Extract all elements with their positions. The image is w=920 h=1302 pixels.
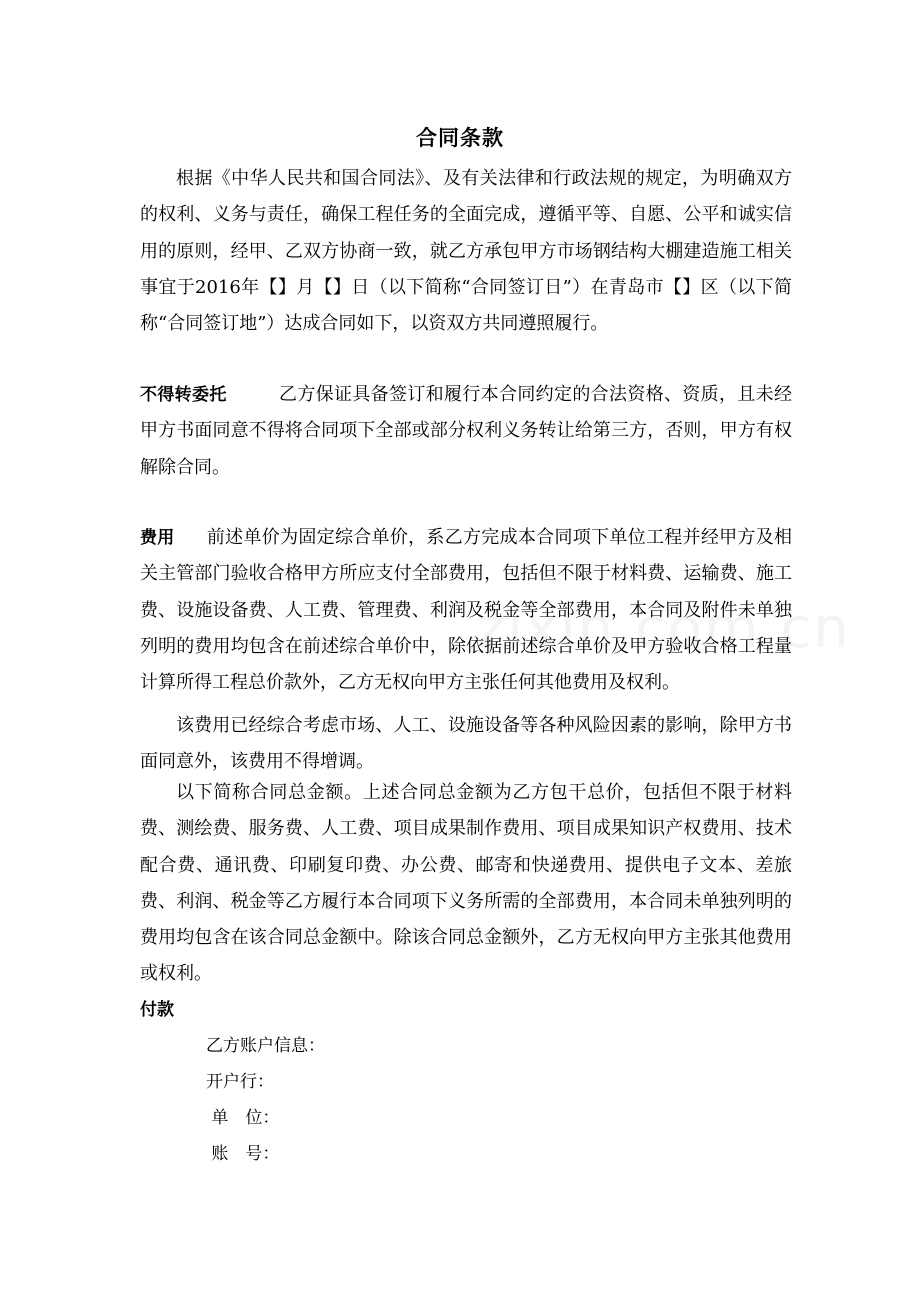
- fees-section: [140, 520, 792, 701]
- intro-paragraph: 根据《中华人民共和国合同法》、及有关法律和行政法规的规定，为明确双方的权利、义务与责任，确保工程任务的全面完成，遵循平等、自愿、公平和诚实信用的原则，经甲、乙双方协商一致，就乙方承包甲方市场钢结构大棚建造施工相关事宜于2016年【】月【】日（以下简称“合同签订日”）在青岛市【】区（以下简称“合同签订地”）达成合同如下，以资双方共同遵照履行。: [140, 168, 792, 335]
- payment-section: [140, 992, 792, 1028]
- fees-paragraph-3: 以下简称合同总金额。上述合同总金额为乙方包干总价，包括但不限于材料费、测绘费、服务费、人工费、项目成果制作费用、项目成果知识产权费用、技术配合费、通讯费、印刷复印费、办公费、邮寄和快递费用、提供电子文本、差旅费、利润、税金等乙方履行本合同项下义务所需的全部费用，本合同未单独列明的费用均包含在该合同总金额中。除该合同总金额外，乙方无权向甲方主张其他费用或权利。: [140, 782, 792, 985]
- account-number-label: 账 号：: [206, 1144, 280, 1164]
- fees-paragraph-2: 该费用已经综合考虑市场、人工、设施设备等各种风险因素的影响，除甲方书面同意外，该费用不得增调。: [140, 715, 792, 773]
- no-transfer-heading: 不得转委托: [140, 385, 227, 405]
- no-transfer-section: [140, 377, 792, 486]
- no-transfer-text: 乙方保证具备签订和履行本合同约定的合法资格、资质，且未经甲方书面同意不得将合同项下全部或部分权利义务转让给第三方，否则，甲方有权解除合同。: [140, 384, 793, 478]
- fees-heading: 费用: [140, 528, 175, 548]
- account-info-label: 乙方账户信息：: [206, 1036, 325, 1056]
- document-title: 合同条款: [416, 126, 504, 150]
- payment-heading: 付款: [140, 1000, 174, 1020]
- fees-text: 前述单价为固定综合单价，系乙方完成本合同项下单位工程并经甲方及相关主管部门验收合格甲方所应支付全部费用，包括但不限于材料费、运输费、施工费、设施设备费、人工费、管理费、利润及税金等全部费用，本合同及附件未单独列明的费用均包含在前述综合单价中，除依据前述综合单价及甲方验收合格工程量计算所得工程总价款外，乙方无权向甲方主张任何其他费用及权利。: [140, 527, 793, 694]
- bank-label: 开户行：: [206, 1072, 274, 1092]
- unit-label: 单 位：: [206, 1108, 280, 1128]
